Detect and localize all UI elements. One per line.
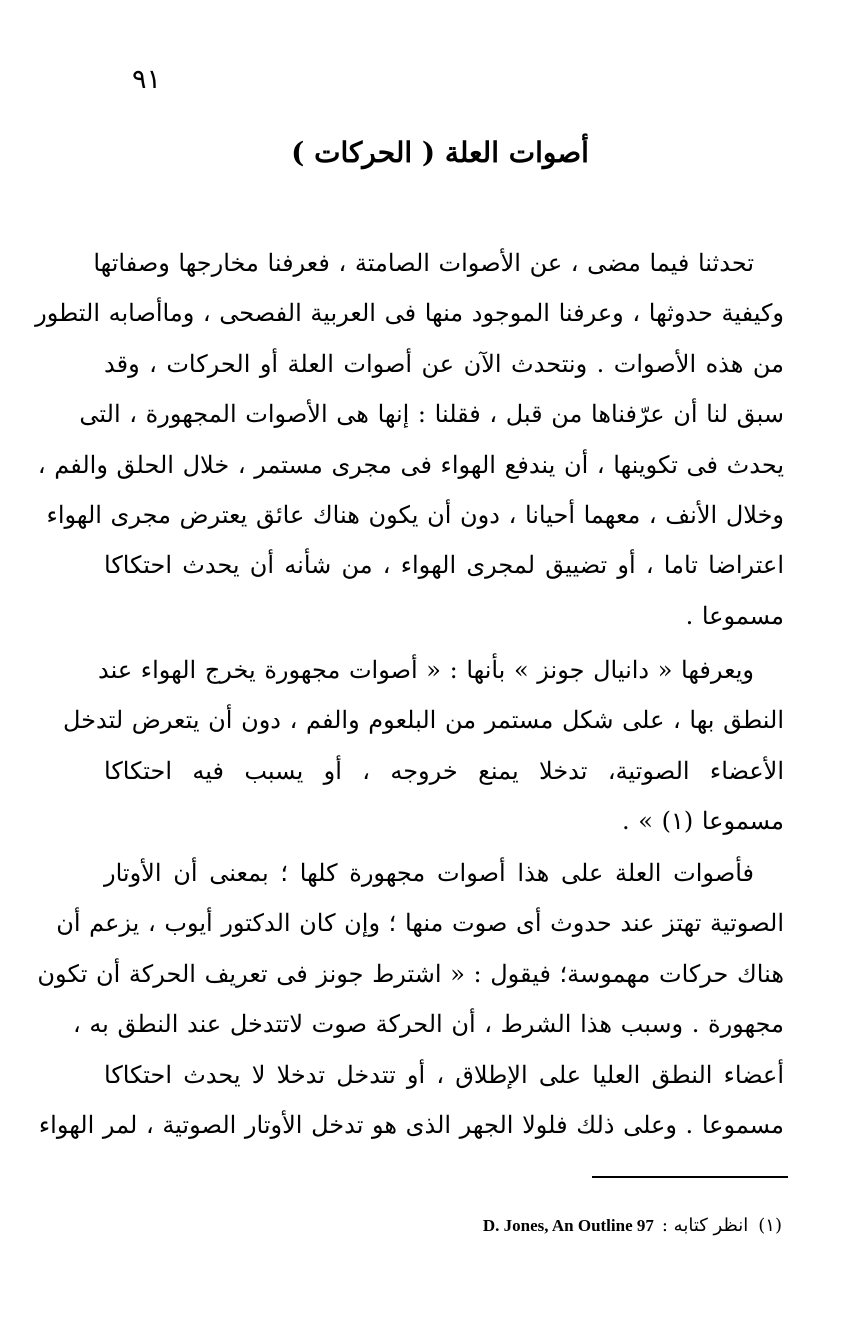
footnote <box>406 1212 782 1240</box>
paragraph-line: النطق بها ، على شكل مستمر من البلعوم والفم ، دون أن يتعرض لتدخل <box>62 706 784 735</box>
paragraph-line: وخلال الأنف ، معهما أحيانا ، دون أن يكون هناك عائق يعترض مجرى الهواء <box>46 501 784 530</box>
footnote-prefix: انظر كتابه : <box>661 1215 749 1236</box>
paragraph-1 <box>35 238 784 641</box>
paragraph-line: من هذه الأصوات . ونتحدث الآن عن أصوات العلة أو الحركات ، وقد <box>104 349 784 378</box>
chapter-title: أصوات العلة ( الحركات ) <box>291 136 589 169</box>
paragraph-line: مسموعا . وعلى ذلك فلولا الجهر الذى هو تدخل الأوتار الصوتية ، لمر الهواء <box>38 1111 784 1140</box>
paragraph-line: تحدثنا فيما مضى ، عن الأصوات الصامتة ، فعرفنا مخارجها وصفاتها <box>93 249 754 277</box>
paragraph-line: مسموعا . <box>685 601 784 630</box>
paragraph-line: هناك حركات مهموسة؛ فيقول : « اشترط جونز فى تعريف الحركة أن تكون <box>37 959 784 988</box>
page-number: ٩١ <box>132 64 162 95</box>
paragraph-3 <box>37 848 784 1150</box>
paragraph-line: يحدث فى تكوينها ، أن يندفع الهواء فى مجرى مستمر ، خلال الحلق والفم ، <box>37 450 784 479</box>
paragraph-line: فأصوات العلة على هذا أصوات مجهورة كلها ؛ بمعنى أن الأوتار <box>104 859 754 887</box>
paragraph-2 <box>62 645 784 847</box>
paragraph-line: مجهورة . وسبب هذا الشرط ، أن الحركة صوت لاتتدخل عند النطق به ، <box>72 1010 784 1039</box>
paragraph-line: اعتراضا تاما ، أو تضييق لمجرى الهواء ، من شأنه أن يحدث احتكاكا <box>104 551 784 580</box>
paragraph-line: الصوتية تهتز عند حدوث أى صوت منها ؛ وإن كان الدكتور أيوب ، يزعم أن <box>56 909 784 938</box>
paragraph-line: وكيفية حدوثها ، وعرفنا الموجود منها فى العربية الفصحى ، وماأصابه التطور <box>35 299 784 328</box>
footnote-marker: (١) <box>758 1215 782 1236</box>
paragraph-line: مسموعا (١) » . <box>622 807 784 836</box>
footnote-divider <box>592 1176 788 1178</box>
footnote-reference: D. Jones, An Outline 97 <box>482 1216 654 1235</box>
paragraph-line: ويعرفها « دانيال جونز » بأنها : « أصوات مجهورة يخرج الهواء عند <box>98 656 754 684</box>
paragraph-line: الأعضاء الصوتية، تدخلا يمنع خروجه ، أو يسبب فيه احتكاكا <box>104 756 784 785</box>
paragraph-line: أعضاء النطق العليا على الإطلاق ، أو تتدخل تدخلا لا يحدث احتكاكا <box>104 1060 784 1089</box>
paragraph-line: سبق لنا أن عرّفناها من قبل ، فقلنا : إنها هى الأصوات المجهورة ، التى <box>79 400 784 429</box>
